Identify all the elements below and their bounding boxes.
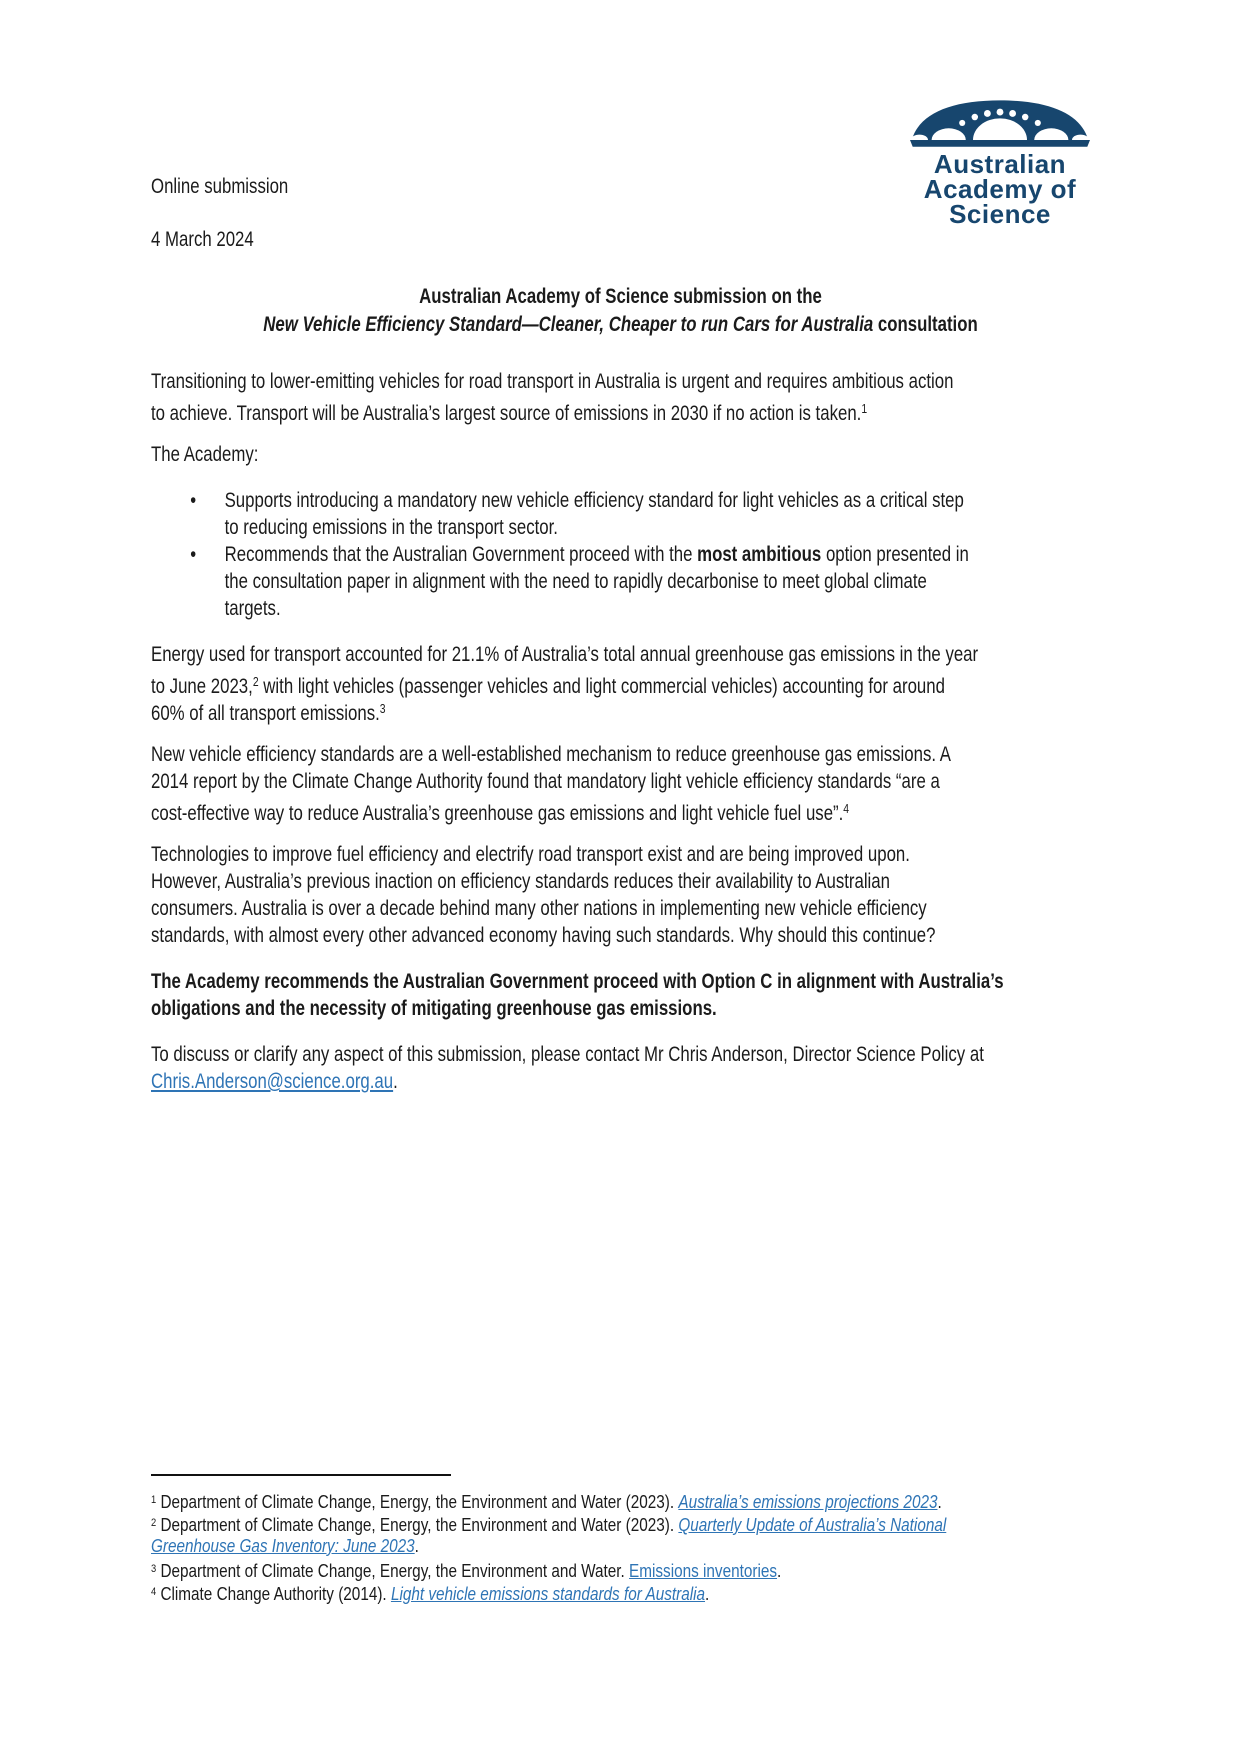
text-segment: Department of Climate Change, Energy, the Environment and Water (2023).	[156, 1492, 679, 1512]
footnote-link-emissions-inventories[interactable]: Emissions inventories	[629, 1561, 778, 1581]
text-line	[225, 541, 1151, 568]
text-segment: cost-effective way to reduce Australia’s greenhouse gas emissions and light vehicle fuel use”.	[151, 802, 844, 825]
text-segment: To discuss or clarify any aspect of this submission, please contact Mr Chris Anderson, Director Science Policy at	[151, 1043, 984, 1066]
text-segment: .	[705, 1584, 710, 1604]
text-segment: Technologies to improve fuel efficiency and electrify road transport exist and are being improved upon.	[151, 843, 910, 866]
logo-word-science: Science	[949, 199, 1051, 229]
footnote-ref: 2	[252, 674, 259, 689]
technologies-paragraph	[151, 841, 1151, 949]
text-line	[151, 741, 1151, 768]
footnote-ref: 1	[151, 1494, 157, 1506]
footnote-link-quarterly-update-cont[interactable]: Greenhouse Gas Inventory: June 2023	[151, 1536, 415, 1556]
text-line	[151, 1581, 1171, 1604]
consultation-suffix: consultation	[873, 313, 978, 336]
text-line	[151, 368, 1151, 395]
consultation-name: New Vehicle Efficiency Standard—Cleaner, Cheaper to run Cars for Australia	[263, 313, 874, 336]
footnote-ref: 4	[843, 801, 850, 816]
footnote-separator	[151, 1474, 451, 1476]
text-segment: .	[777, 1561, 782, 1581]
text-line	[151, 1068, 1151, 1095]
text-segment: Recommends that the Australian Government proceed with the	[224, 543, 698, 566]
text-line	[151, 695, 1151, 725]
text-line	[151, 795, 1151, 825]
intro-paragraph	[151, 368, 1151, 425]
emissions-statistics-paragraph	[151, 641, 1151, 725]
text-line	[151, 1558, 1171, 1581]
document-body	[151, 368, 1151, 1114]
text-line	[151, 868, 1151, 895]
text-segment: most ambitious	[697, 543, 822, 566]
text-segment: Energy used for transport accounted for 21.1% of Australia’s total annual greenhouse gas emissions in the year	[151, 643, 979, 666]
text-segment: targets.	[224, 597, 281, 620]
online-submission-label: Online submission	[151, 175, 289, 198]
contact-paragraph	[151, 1041, 1151, 1095]
text-line	[225, 595, 1151, 622]
text-segment: Climate Change Authority (2014).	[156, 1584, 391, 1604]
logo-word-academy-of: Academy of	[923, 174, 1077, 204]
text-line	[151, 1489, 1171, 1512]
text-line	[151, 395, 1151, 425]
footnote-link-emissions-projections[interactable]: Australia’s emissions projections 2023	[678, 1492, 938, 1512]
footnote-ref: 3	[151, 1563, 157, 1575]
document-title-line1: Australian Academy of Science submission on the	[419, 285, 822, 308]
text-segment: with light vehicles (passenger vehicles and light commercial vehicles) accounting for around	[258, 675, 945, 698]
text-line	[151, 841, 1151, 868]
text-line	[151, 1512, 1171, 1535]
text-line	[151, 641, 1151, 668]
text-segment: 2014 report by the Climate Change Authority found that mandatory light vehicle efficiency standards “are a	[151, 770, 940, 793]
text-line	[151, 768, 1151, 795]
text-line	[151, 668, 1151, 698]
aas-logo	[900, 95, 1100, 227]
email-link[interactable]: Chris.Anderson@science.org.au	[151, 1070, 394, 1093]
academy-lead-in	[151, 441, 1151, 468]
text-segment: option presented in	[821, 543, 969, 566]
text-line	[151, 1535, 1171, 1558]
text-segment: .	[393, 1070, 398, 1093]
text-line	[151, 995, 1151, 1022]
text-segment: The Academy:	[151, 443, 259, 466]
standards-mechanism-paragraph	[151, 741, 1151, 825]
document-title	[124, 283, 1117, 339]
text-line	[225, 514, 1151, 541]
text-segment: Department of Climate Change, Energy, the Environment and Water.	[156, 1561, 630, 1581]
text-line	[151, 441, 1151, 468]
logo-wordmark	[900, 149, 1100, 229]
text-segment: to June 2023,	[151, 675, 253, 698]
footnote-ref: 4	[151, 1586, 157, 1598]
recommendation-paragraph	[151, 968, 1151, 1022]
text-line	[225, 487, 1151, 514]
footnote-link-light-vehicle-standards[interactable]: Light vehicle emissions standards for Australia	[390, 1584, 706, 1604]
shine-dome-icon	[910, 95, 1090, 149]
text-segment: Supports introducing a mandatory new vehicle efficiency standard for light vehicles as a critical step	[224, 489, 964, 512]
bullet-icon: •	[190, 489, 197, 512]
text-segment: obligations and the necessity of mitigating greenhouse gas emissions.	[151, 997, 717, 1020]
document-title-line2	[124, 311, 1117, 339]
bullet-item-recommends	[151, 541, 1151, 622]
footnote-ref: 2	[151, 1517, 157, 1529]
text-segment: Transitioning to lower-emitting vehicles for road transport in Australia is urgent and requires ambitious action	[151, 370, 954, 393]
text-segment: the consultation paper in alignment with the need to rapidly decarbonise to meet global climate	[224, 570, 927, 593]
text-segment: Department of Climate Change, Energy, the Environment and Water (2023).	[156, 1515, 679, 1535]
text-segment: 60% of all transport emissions.	[151, 702, 380, 725]
text-segment: consumers. Australia is over a decade behind many other nations in implementing new vehicle efficiency	[151, 897, 927, 920]
text-segment: to reducing emissions in the transport sector.	[224, 516, 558, 539]
text-line	[151, 922, 1151, 949]
text-segment: standards, with almost every other advanced economy having such standards. Why should this continue?	[151, 924, 936, 947]
text-segment: .	[414, 1536, 419, 1556]
bullet-icon: •	[190, 543, 197, 566]
text-line	[151, 1041, 1151, 1068]
footnotes	[151, 1489, 1171, 1604]
logo-word-australian: Australian	[933, 149, 1067, 179]
text-segment: to achieve. Transport will be Australia’s largest source of emissions in 2030 if no action is taken.	[151, 402, 862, 425]
footnote-link-quarterly-update[interactable]: Quarterly Update of Australia’s National	[678, 1515, 947, 1535]
text-segment: New vehicle efficiency standards are a well-established mechanism to reduce greenhouse gas emissions. A	[151, 743, 951, 766]
text-line	[151, 895, 1151, 922]
document-date: 4 March 2024	[151, 228, 254, 251]
text-segment: The Academy recommends the Australian Government proceed with Option C in alignment with Australia’s	[151, 970, 1004, 993]
footnote-ref: 1	[861, 401, 868, 416]
text-line	[225, 568, 1151, 595]
text-segment: However, Australia’s previous inaction on efficiency standards reduces their availability to Australian	[151, 870, 890, 893]
bullet-item-supports	[151, 487, 1151, 541]
text-segment: .	[937, 1492, 942, 1512]
text-line	[151, 968, 1151, 995]
footnote-ref: 3	[379, 701, 386, 716]
